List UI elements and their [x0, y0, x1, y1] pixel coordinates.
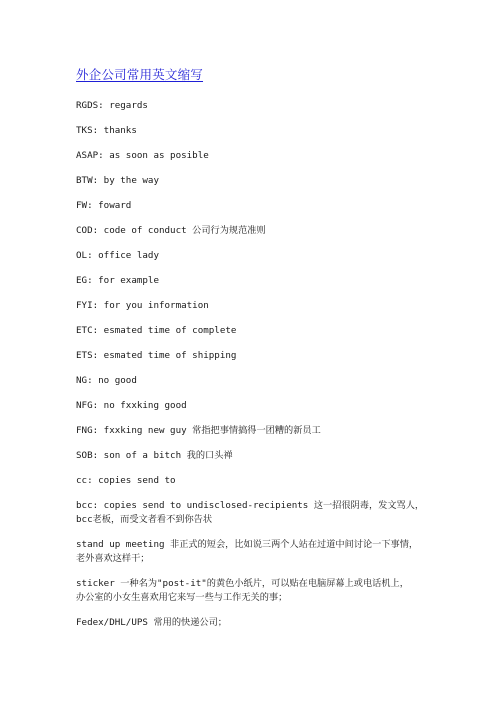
list-item [76, 449, 446, 463]
entry-text: OL: office lady [76, 250, 159, 261]
list-item [76, 274, 446, 288]
list-item [76, 374, 446, 388]
list-item [76, 149, 446, 163]
list-item [76, 124, 446, 138]
list-item [76, 174, 446, 188]
entry-text: FW: foward [76, 200, 132, 211]
entry-text-continued: 老外喜欢这样干； [76, 553, 150, 564]
list-item [76, 324, 446, 338]
list-item [76, 538, 446, 566]
entry-text-continued: bcc老板，而受文者看不到你告状 [76, 514, 213, 525]
entry-text: COD: code of conduct 公司行为规范准则 [76, 225, 266, 236]
list-item [76, 577, 446, 605]
list-item [76, 299, 446, 313]
abbreviation-list [76, 99, 446, 641]
list-item [76, 349, 446, 363]
entry-text: ASAP: as soon as posible [76, 150, 209, 161]
entry-text: cc: copies send to [76, 475, 176, 486]
list-item [76, 474, 446, 488]
entry-text-continued: 办公室的小女生喜欢用它来写一些与工作无关的事； [76, 592, 288, 603]
entry-text: sticker 一种名为"post-it"的黄色小纸片，可以贴在电脑屏幕上或电话机上， [76, 578, 409, 589]
list-item [76, 249, 446, 263]
entry-text: FNG: fxxking new guy 常指把事情搞得一团糟的新员工 [76, 425, 321, 436]
list-item [76, 499, 446, 527]
list-item [76, 616, 446, 630]
entry-text: FYI: for you information [76, 300, 209, 311]
entry-text: SOB: son of a bitch 我的口头禅 [76, 450, 233, 461]
entry-text: NG: no good [76, 375, 137, 386]
list-item [76, 424, 446, 438]
entry-text: bcc: copies send to undisclosed-recipients 这一招很阴毒，发文骂人， [76, 500, 425, 511]
entry-text: NFG: no fxxking good [76, 400, 187, 411]
entry-text: ETS: esmated time of shipping [76, 350, 237, 361]
entry-text: BTW: by the way [76, 175, 159, 186]
entry-text: stand up meeting 非正式的短会，比如说三两个人站在过道中间讨论一下事情， [76, 539, 419, 550]
list-item [76, 224, 446, 238]
entry-text: RGDS: regards [76, 100, 148, 111]
document-title[interactable]: 外企公司常用英文缩写 [76, 67, 204, 82]
entry-text: TKS: thanks [76, 125, 137, 136]
entry-text: EG: for example [76, 275, 159, 286]
list-item [76, 199, 446, 213]
entry-text: ETC: esmated time of complete [76, 325, 237, 336]
list-item [76, 99, 446, 113]
list-item [76, 399, 446, 413]
entry-text: Fedex/DHL/UPS 常用的快递公司； [76, 617, 227, 628]
